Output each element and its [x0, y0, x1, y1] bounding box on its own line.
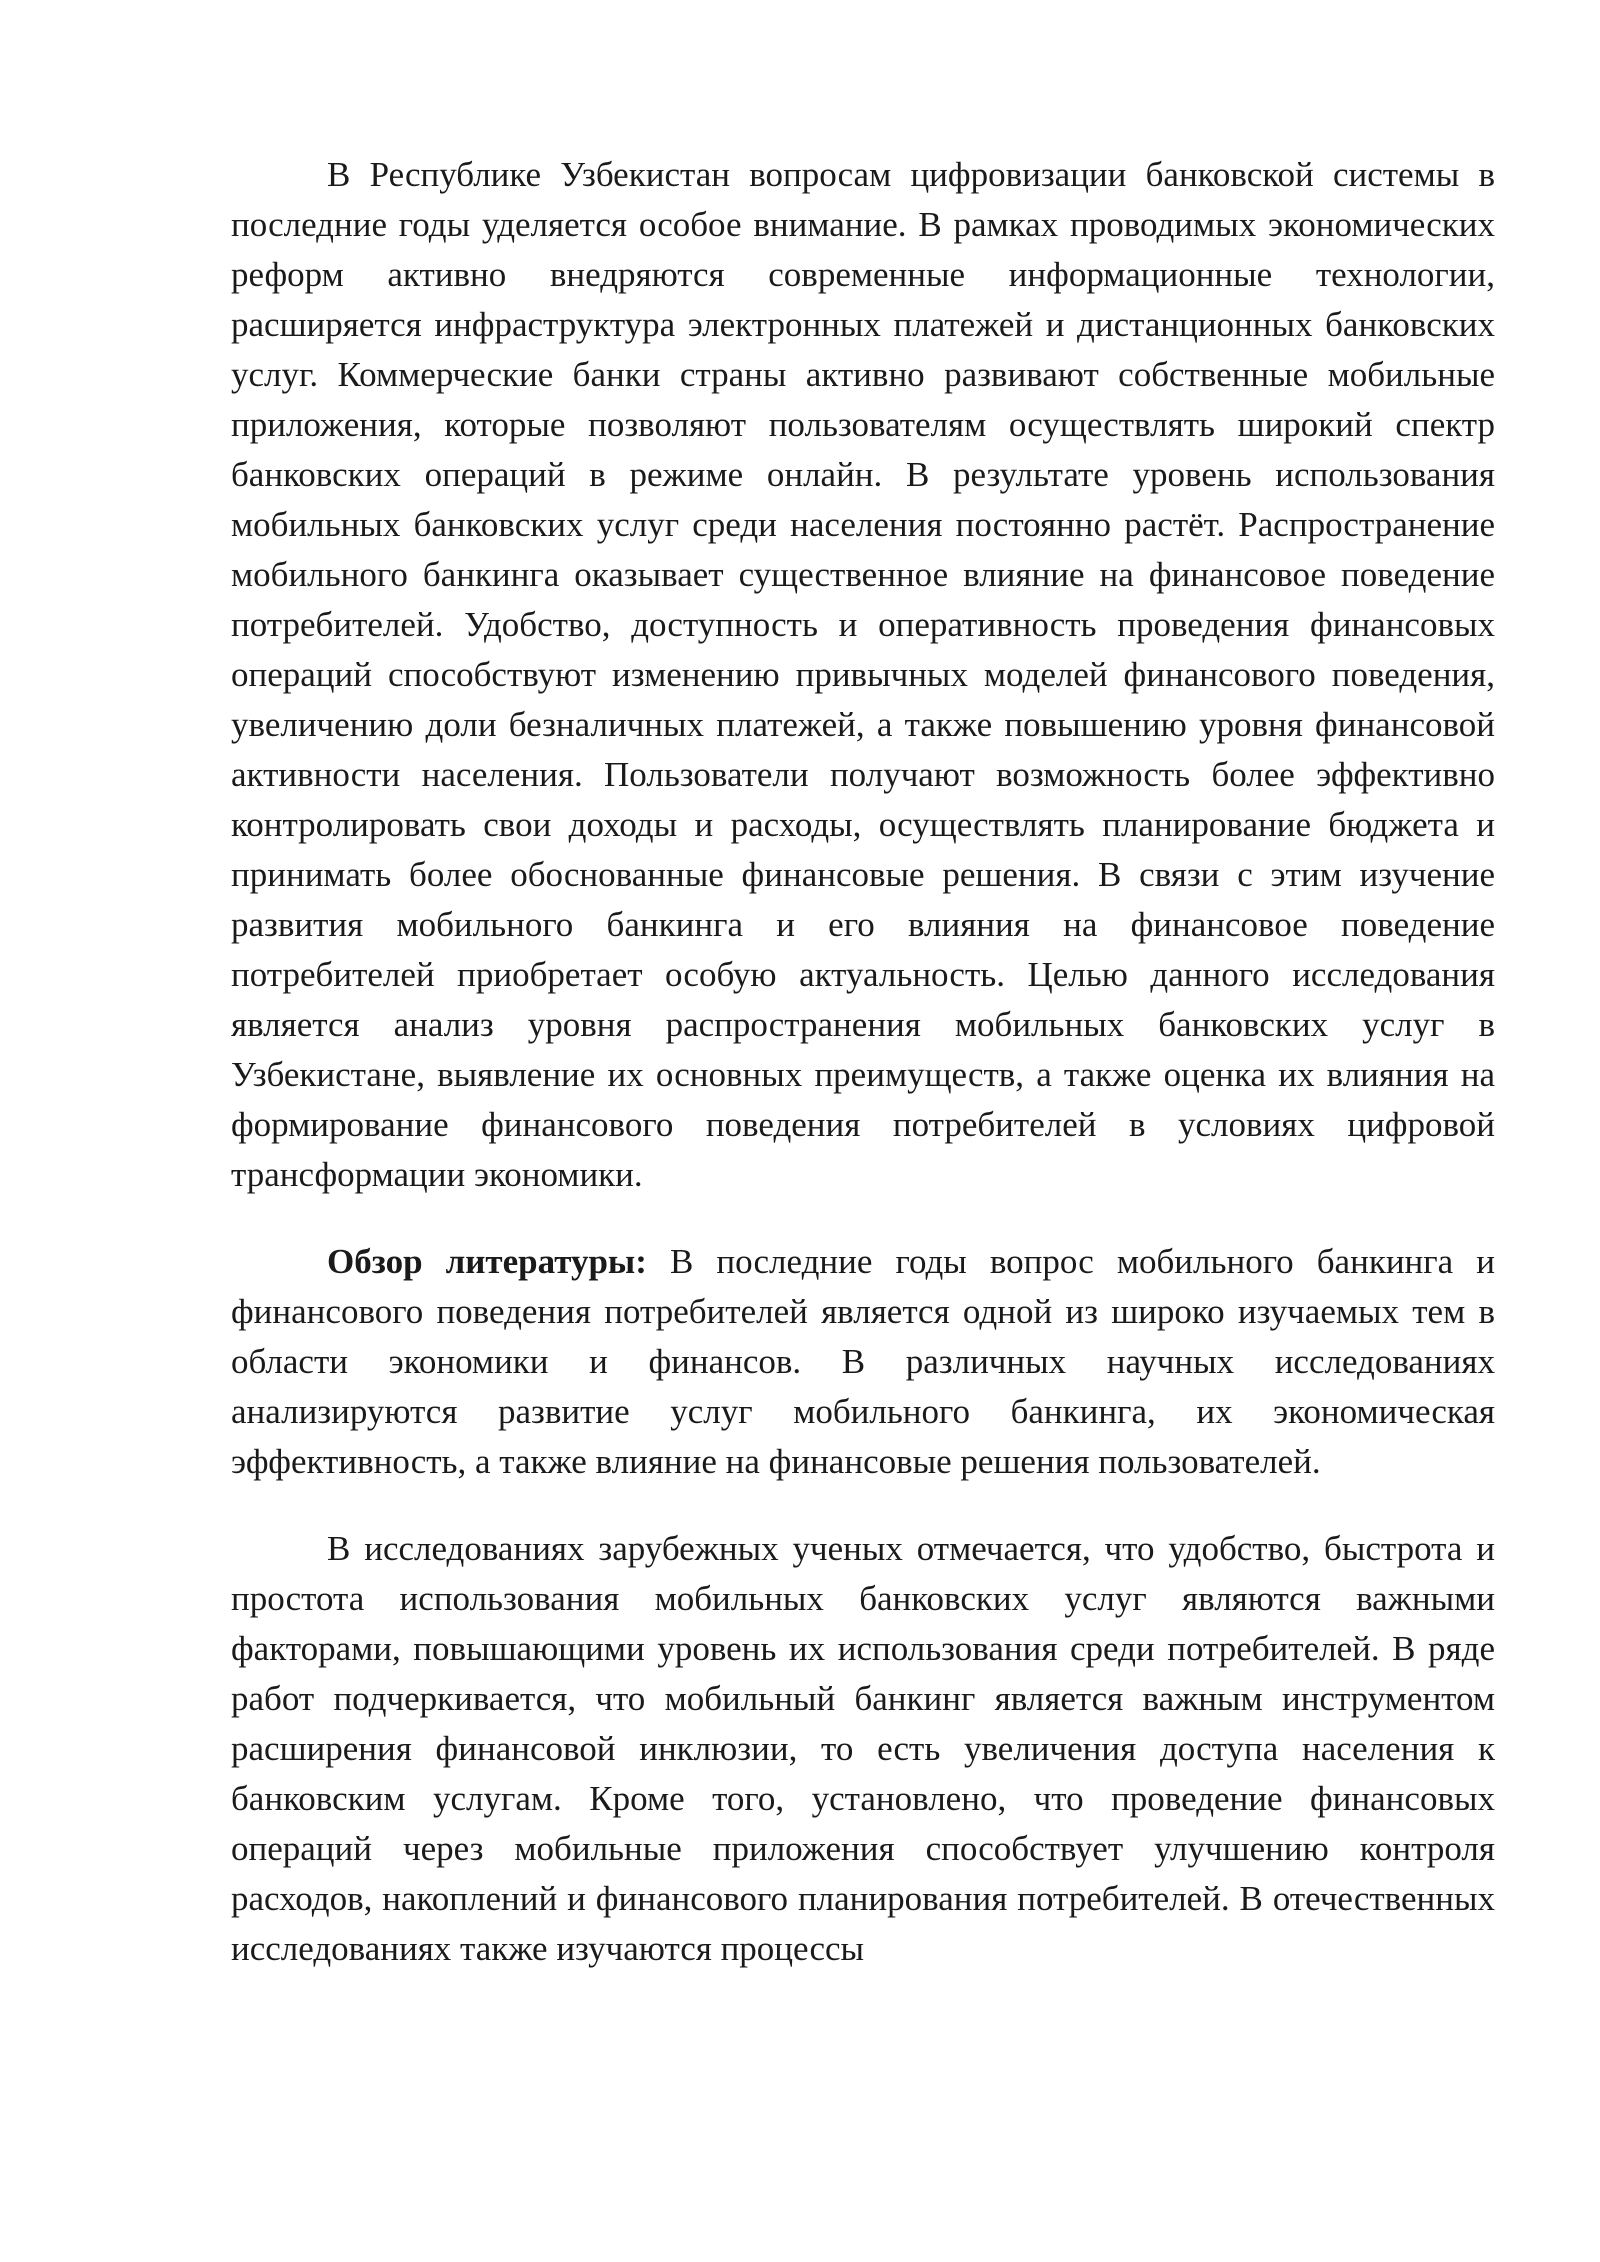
literature-review-heading: Обзор литературы:: [327, 1242, 647, 1281]
paragraph-intro-text: В Республике Узбекистан вопросам цифровизации банковской системы в последние годы уделяется особое внимание. В рамках проводимых экономических реформ активно внедряются современные информационные технологии, расширяется инфраструктура электронных платежей и дистанционных банковских услуг. Коммерческие банки страны активно развивают собственные мобильные приложения, которые позволяют пользователям осуществлять широкий спектр банковских операций в режиме онлайн. В результате уровень использования мобильных банковских услуг среди населения постоянно растёт. Распространение мобильного банкинга оказывает существенное влияние на финансовое поведение потребителей. Удобство, доступность и оперативность проведения финансовых операций способствуют изменению привычных моделей финансового поведения, увеличению доли безналичных платежей, а также повышению уровня финансовой активности населения. Пользователи получают возможность более эффективно контролировать свои доходы и расходы, осуществлять планирование бюджета и принимать более обоснованные финансовые решения. В связи с этим изучение развития мобильного банкинга и его влияния на финансовое поведение потребителей приобретает особую актуальность. Целью данного исследования является анализ уровня распространения мобильных банковских услуг в Узбекистане, выявление их основных преимуществ, а также оценка их влияния на формирование финансового поведения потребителей в условиях цифровой трансформации экономики.: [231, 155, 1495, 1194]
paragraph-foreign-research: [231, 1524, 1495, 1974]
paragraph-literature-review-text: В последние годы вопрос мобильного банкинга и финансового поведения потребителей является одной из широко изучаемых тем в области экономики и финансов. В различных научных исследованиях анализируются развитие услуг мобильного банкинга, их экономическая эффективность, а также влияние на финансовые решения пользователей.: [231, 1242, 1495, 1481]
paragraph-intro: [231, 150, 1495, 1200]
paragraph-literature-review: [231, 1237, 1495, 1487]
paragraph-foreign-research-text: В исследованиях зарубежных ученых отмечается, что удобство, быстрота и простота использования мобильных банковских услуг являются важными факторами, повышающими уровень их использования среди потребителей. В ряде работ подчеркивается, что мобильный банкинг является важным инструментом расширения финансовой инклюзии, то есть увеличения доступа населения к банковским услугам. Кроме того, установлено, что проведение финансовых операций через мобильные приложения способствует улучшению контроля расходов, накоплений и финансового планирования потребителей. В отечественных исследованиях также изучаются процессы: [231, 1529, 1495, 1968]
document-body: [231, 150, 1495, 1974]
